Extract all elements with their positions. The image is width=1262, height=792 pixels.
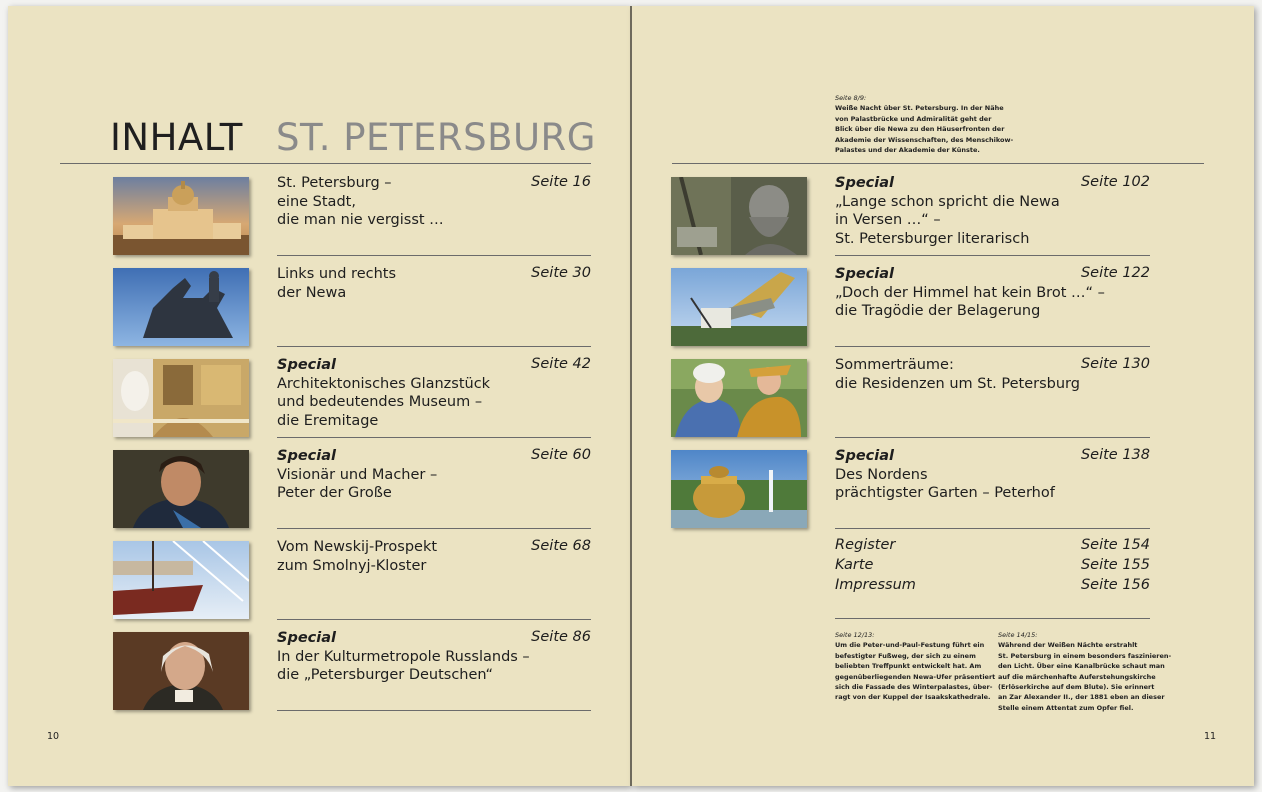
entry-divider <box>277 710 591 711</box>
page-number: Seite 130 <box>1080 356 1150 372</box>
aircraft-monument-photo <box>671 268 807 346</box>
entry-title-line: die Residenzen um St. Petersburg <box>835 375 1080 392</box>
caption-line: befestigter Fußweg, der sich zu einem <box>835 651 976 660</box>
book-spine <box>630 6 632 786</box>
page-subtitle: ST. PETERSBURG <box>276 116 596 159</box>
entry-divider <box>277 528 591 529</box>
caption-line: von Palastbrücke und Admiralität geht der <box>835 114 992 123</box>
caption-line: Während der Weißen Nächte erstrahlt <box>998 641 1138 650</box>
toc-entry[interactable] <box>113 265 591 358</box>
page-number-left: 10 <box>47 731 60 742</box>
toc-entry[interactable] <box>113 447 591 540</box>
caption-line: Um die Peter-und-Paul-Festung führt ein <box>835 641 985 650</box>
entry-divider <box>835 255 1150 256</box>
sailing-ship-photo <box>113 541 249 619</box>
toc-entry[interactable] <box>113 356 591 449</box>
bronze-horseman-photo <box>113 268 249 346</box>
entry-title-line: der Newa <box>277 284 347 301</box>
special-label: Special <box>277 630 336 646</box>
entry-title-line: die man nie vergisst … <box>277 212 444 228</box>
toc-entry[interactable] <box>671 447 1150 540</box>
appendix-item[interactable] <box>835 577 1150 597</box>
entry-title-line: St. Petersburger literarisch <box>835 230 1030 247</box>
toc-entry[interactable] <box>113 538 591 631</box>
page-number: Seite 122 <box>1080 265 1150 281</box>
caption-line: Akademie der Wissenschaften, des Menschikow- <box>835 135 1014 144</box>
special-label: Special <box>277 448 336 464</box>
caption-line: Weiße Nacht über St. Petersburg. In der Nähe <box>835 104 1004 113</box>
appendix-divider <box>835 618 1150 619</box>
page-number: Seite 138 <box>1080 447 1150 463</box>
toc-entry[interactable] <box>671 174 1150 267</box>
toc-entry[interactable] <box>671 265 1150 358</box>
peterhof-fountain-photo <box>671 450 807 528</box>
page-title: INHALT <box>110 116 243 159</box>
caption-left <box>835 630 995 703</box>
entry-title-line: Sommerträume: <box>835 357 954 373</box>
entry-title-line: St. Petersburg – <box>277 175 392 191</box>
appendix-label: Karte <box>835 557 874 573</box>
appendix-label: Register <box>835 537 896 553</box>
appendix-list <box>835 537 1150 597</box>
euler-portrait <box>113 632 249 710</box>
entry-title-line: zum Smolnyj-Kloster <box>277 557 427 574</box>
heading-rule-left <box>60 163 591 164</box>
appendix-item[interactable] <box>835 537 1150 557</box>
entry-title-line: Visionär und Macher – <box>277 466 438 483</box>
caption-line: (Erlöserkirche auf dem Blute). Sie erinnert <box>998 683 1155 692</box>
entry-divider <box>277 255 591 256</box>
entry-title-line: Peter der Große <box>277 485 392 501</box>
page-number: Seite 16 <box>531 174 591 190</box>
entry-divider <box>835 437 1150 438</box>
caption-top <box>835 93 1013 155</box>
page-number-right: 11 <box>1204 731 1217 742</box>
caption-line: Stelle einem Attentat zum Opfer fiel. <box>998 703 1134 712</box>
toc-entry[interactable] <box>113 629 591 722</box>
entry-title-line: In der Kulturmetropole Russlands – <box>277 648 530 665</box>
toc-entry[interactable] <box>113 174 591 267</box>
entry-divider <box>277 437 591 438</box>
entry-title-line: in Versen …“ – <box>835 212 941 228</box>
caption-line: St. Petersburg in einem besonders faszinieren- <box>998 651 1172 660</box>
toc-entry[interactable] <box>671 356 1150 449</box>
entry-divider <box>835 346 1150 347</box>
page-number: Seite 42 <box>531 356 591 372</box>
special-label: Special <box>835 175 894 191</box>
entry-title-line: eine Stadt, <box>277 193 356 210</box>
caption-top-heading: Seite 8/9: <box>835 94 867 102</box>
entry-title-line: Vom Newskij-Prospekt <box>277 539 438 555</box>
entry-title-line: die Eremitage <box>277 412 379 429</box>
appendix-label: Impressum <box>835 577 916 593</box>
caption-line: sich die Fassade des Winterpalastes, über- <box>835 683 993 692</box>
entry-title-line: prächtigster Garten – Peterhof <box>835 485 1055 501</box>
peter-the-great-portrait <box>113 450 249 528</box>
page-number: Seite 60 <box>531 447 591 463</box>
page-number: Seite 102 <box>1080 174 1150 190</box>
hermitage-interior-photo <box>113 359 249 437</box>
special-label: Special <box>835 266 894 282</box>
costumed-couple-photo <box>671 359 807 437</box>
special-label: Special <box>277 357 336 373</box>
page-number: Seite 68 <box>531 538 591 554</box>
entry-divider <box>277 619 591 620</box>
entry-title-line: „Doch der Himmel hat kein Brot …“ – <box>835 284 1105 301</box>
page-number: Seite 154 <box>1080 537 1150 553</box>
entry-divider <box>835 528 1150 529</box>
caption-right <box>998 630 1171 713</box>
page-number: Seite 30 <box>531 265 591 281</box>
entry-title-line: Architektonisches Glanzstück <box>277 375 491 392</box>
st-isaac-cathedral-photo <box>113 177 249 255</box>
page-number: Seite 155 <box>1080 557 1150 573</box>
caption-line: gegenüberliegenden Newa-Ufer präsentiert <box>835 672 996 681</box>
caption-right-heading: Seite 14/15: <box>998 631 1038 639</box>
entry-title-line: die „Petersburger Deutschen“ <box>277 667 494 683</box>
caption-line: an Zar Alexander II., der 1881 eben an dieser <box>998 693 1165 702</box>
entry-title-line: Des Nordens <box>835 466 928 483</box>
entry-title-line: „Lange schon spricht die Newa <box>835 193 1060 210</box>
entry-title-line: die Tragödie der Belagerung <box>835 303 1041 319</box>
heading-rule-right <box>672 163 1204 164</box>
entry-divider <box>277 346 591 347</box>
entry-title-line: Links und rechts <box>277 266 397 282</box>
caption-line: ragt von der Kuppel der Isaakskathedrale. <box>835 693 991 702</box>
caption-line: den Licht. Über eine Kanalbrücke schaut man <box>998 662 1165 671</box>
caption-line: beliebten Treffpunkt entwickelt hat. Am <box>835 662 982 671</box>
page-number: Seite 86 <box>531 629 591 645</box>
caption-line: Blick über die Newa zu den Häuserfronten der <box>835 125 1005 134</box>
entry-title-line: und bedeutendes Museum – <box>277 394 483 410</box>
special-label: Special <box>835 448 894 464</box>
appendix-item[interactable] <box>835 557 1150 577</box>
dostoevsky-monument-photo <box>671 177 807 255</box>
caption-line: auf die märchenhafte Auferstehungskirche <box>998 672 1156 681</box>
caption-left-heading: Seite 12/13: <box>835 631 875 639</box>
caption-line: Palastes und der Akademie der Künste. <box>835 146 980 155</box>
page-number: Seite 156 <box>1080 577 1150 593</box>
